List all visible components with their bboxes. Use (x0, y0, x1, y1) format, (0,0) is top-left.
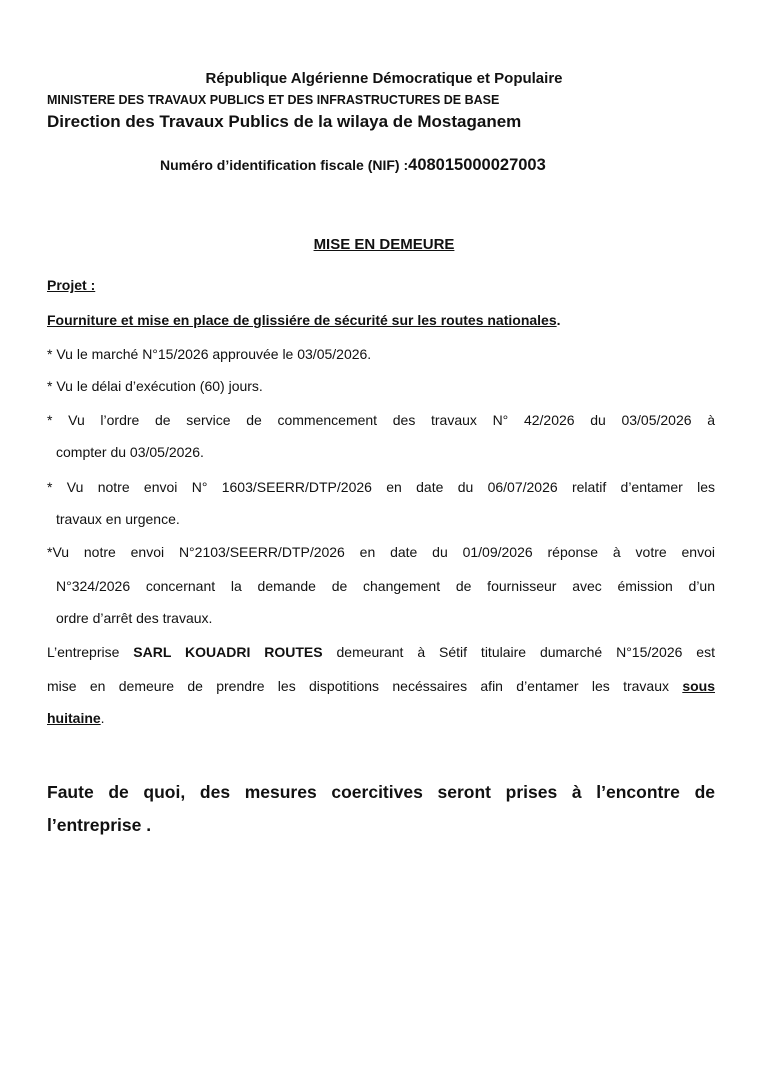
company-name: SARL KOUADRI ROUTES (133, 644, 323, 660)
project-name (47, 312, 561, 328)
item-2: * Vu le délai d’exécution (60) jours. (47, 378, 263, 394)
item-5-line-1: *Vu notre envoi N°2103/SEERR/DTP/2026 en date du 01/09/2026 réponse à votre envoi (47, 544, 715, 560)
republic-heading: République Algérienne Démocratique et Populaire (205, 70, 563, 87)
project-label: Projet : (47, 277, 96, 293)
notice-text: L’entreprise (47, 644, 134, 660)
notice-end: . (100, 710, 105, 726)
notice-text: mise en demeure de prendre les dispotitions necéssaires afin d’entamer les travaux (47, 678, 683, 694)
item-1: * Vu le marché N°15/2026 approuvée le 03/05/2026. (47, 346, 372, 362)
item-4-line-2: travaux en urgence. (56, 511, 180, 527)
nif-line (160, 156, 546, 175)
notice-huitaine: huitaine (47, 710, 101, 726)
conclusion-line-2: l’entreprise . (47, 815, 152, 835)
direction-heading: Direction des Travaux Publics de la wilaya de Mostaganem (47, 112, 522, 131)
notice-line-3 (47, 710, 105, 726)
item-4-line-1: * Vu notre envoi N° 1603/SEERR/DTP/2026 en date du 06/07/2026 relatif d’entamer les (47, 479, 715, 495)
nif-number: 408015000027003 (408, 156, 546, 174)
item-3-line-2: compter du 03/05/2026. (56, 444, 204, 460)
document-title (0, 236, 768, 253)
item-3-line-1: * Vu l’ordre de service de commencement des travaux N° 42/2026 du 03/05/2026 à (47, 412, 715, 428)
project-name-text: Fourniture et mise en place de glissiére de sécurité sur les routes nationales (47, 312, 557, 328)
notice-line-2 (47, 678, 715, 694)
conclusion-line-1: Faute de quoi, des mesures coercitives seront prises à l’encontre de (47, 782, 715, 802)
project-name-end: . (556, 312, 561, 328)
document-title-text: MISE EN DEMEURE (313, 236, 455, 253)
item-5-line-2: N°324/2026 concernant la demande de changement de fournisseur avec émission d’un (56, 578, 715, 594)
notice-text: demeurant à Sétif titulaire dumarché N°15/2026 est (322, 644, 715, 660)
notice-line-1 (47, 644, 715, 660)
item-5-line-3: ordre d’arrêt des travaux. (56, 610, 213, 626)
ministry-heading: MINISTERE DES TRAVAUX PUBLICS ET DES INFRASTRUCTURES DE BASE (47, 93, 500, 107)
notice-sous: sous (682, 678, 715, 694)
nif-label: Numéro d’identification fiscale (NIF) : (160, 157, 409, 173)
